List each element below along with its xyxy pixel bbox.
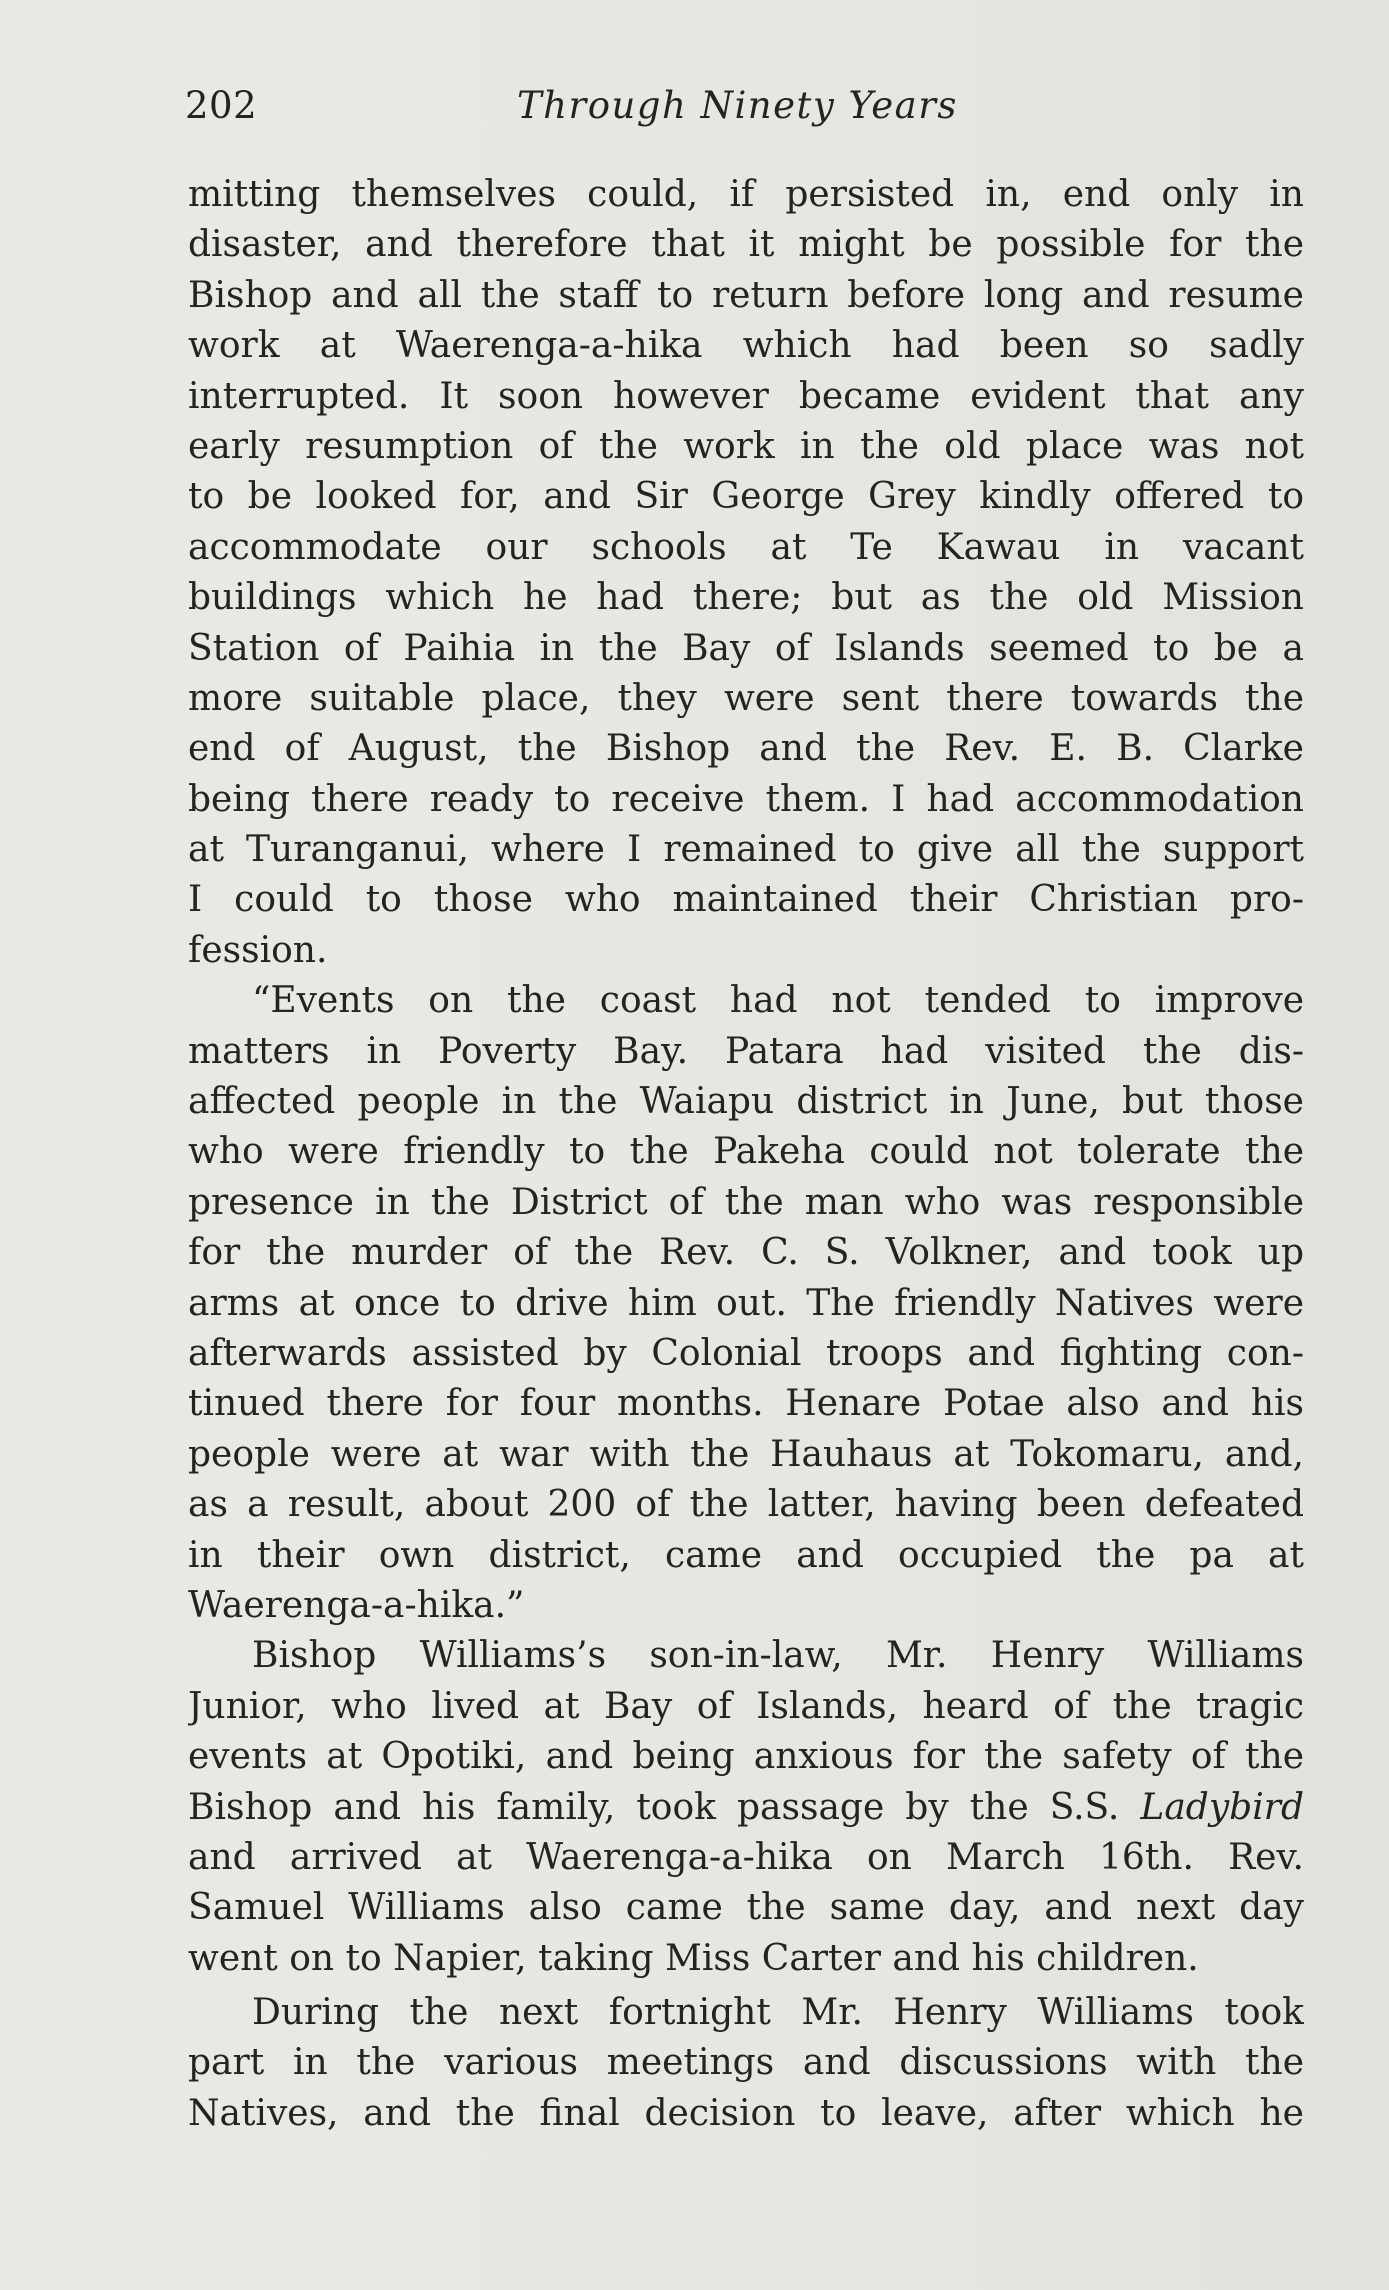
text-line: Station of Paihia in the Bay of Islands seemed to be a: [188, 627, 1304, 669]
text-line: events at Opotiki, and being anxious for the safety of the: [188, 1736, 1304, 1778]
text-line: presence in the District of the man who was responsible: [188, 1181, 1304, 1223]
text-line: Bishop Williams’s son-in-law, Mr. Henry Williams: [252, 1635, 1304, 1677]
text-line: afterwards assisted by Colonial troops and fighting con-: [188, 1332, 1304, 1374]
text-line: and arrived at Waerenga-a-hika on March 16th. Rev.: [188, 1836, 1304, 1878]
text-line: interrupted. It soon however became evident that any: [188, 375, 1304, 417]
text-line: I could to those who maintained their Christian pro-: [188, 879, 1304, 921]
text-line: “Events on the coast had not tended to improve: [252, 980, 1304, 1022]
text-line: being there ready to receive them. I had accommodation: [188, 778, 1304, 820]
text-line: buildings which he had there; but as the old Mission: [188, 577, 1304, 619]
text-line: went on to Napier, taking Miss Carter and his children.: [188, 1937, 1199, 1979]
text-line: fession.: [188, 929, 328, 971]
text-line: part in the various meetings and discussions with the: [188, 2042, 1304, 2084]
text-line: at Turanganui, where I remained to give all the support: [188, 829, 1304, 871]
text-line: [188, 1783, 1304, 1833]
text-line: Natives, and the final decision to leave, after which he: [188, 2092, 1304, 2134]
paragraph-3: [188, 1631, 1304, 1984]
text-line: who were friendly to the Pakeha could not tolerate the: [188, 1131, 1304, 1173]
text-line: for the murder of the Rev. C. S. Volkner, and took up: [188, 1232, 1304, 1274]
text-line: early resumption of the work in the old place was not: [188, 425, 1304, 467]
line-text: Bishop and his family, took passage by the S.S.: [188, 1786, 1120, 1828]
text-line: accommodate our schools at Te Kawau in vacant: [188, 526, 1304, 568]
paragraph-2: [188, 976, 1304, 1631]
text-line: matters in Poverty Bay. Patara had visited the dis-: [188, 1030, 1304, 1072]
page-header: [185, 84, 1305, 144]
text-line: as a result, about 200 of the latter, having been defeated: [188, 1484, 1304, 1526]
text-line: arms at once to drive him out. The friendly Natives were: [188, 1282, 1304, 1324]
text-line: disaster, and therefore that it might be possible for the: [188, 224, 1304, 266]
body-text: [188, 170, 1304, 2139]
text-line: mitting themselves could, if persisted in, end only in: [188, 174, 1304, 215]
text-line: Bishop and all the staff to return before long and resume: [188, 274, 1304, 316]
page-number: 202: [185, 84, 258, 127]
text-line: to be looked for, and Sir George Grey kindly offered to: [188, 476, 1304, 518]
text-line: tinued there for four months. Henare Potae also and his: [188, 1383, 1304, 1425]
text-line: During the next fortnight Mr. Henry Williams took: [252, 1992, 1304, 2034]
text-line: work at Waerenga-a-hika which had been so sadly: [188, 325, 1304, 367]
text-line: people were at war with the Hauhaus at Tokomaru, and,: [188, 1433, 1304, 1475]
text-line: more suitable place, they were sent there towards the: [188, 677, 1304, 719]
paragraph-4: [188, 1988, 1304, 2139]
paragraph-1: [188, 170, 1304, 976]
text-line: Samuel Williams also came the same day, and next day: [188, 1887, 1304, 1929]
running-title: Through Ninety Years: [517, 84, 958, 127]
ship-name: Ladybird: [1140, 1786, 1304, 1828]
text-line: in their own district, came and occupied the pa at: [188, 1534, 1304, 1576]
text-line: affected people in the Waiapu district in June, but those: [188, 1081, 1304, 1123]
text-line: Waerenga-a-hika.”: [188, 1584, 525, 1626]
text-line: Junior, who lived at Bay of Islands, heard of the tragic: [188, 1685, 1304, 1727]
text-line: end of August, the Bishop and the Rev. E. B. Clarke: [188, 728, 1304, 770]
